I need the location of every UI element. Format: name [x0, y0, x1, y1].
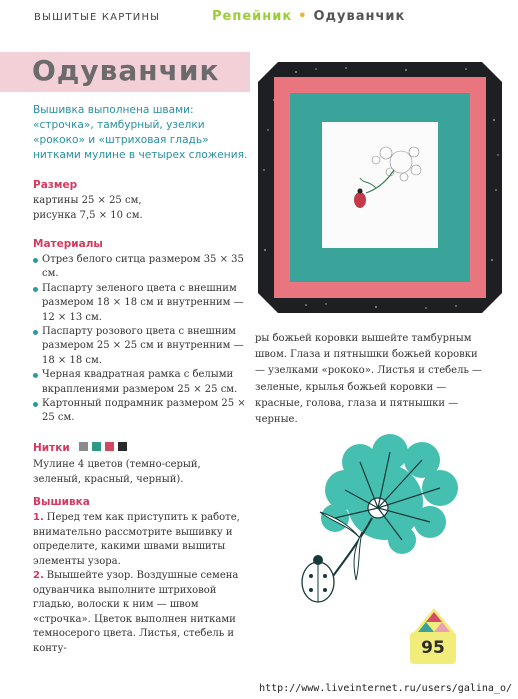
size-section — [33, 179, 253, 223]
dandelion-illustration — [290, 430, 490, 640]
step-text: Выышейте узор. Воздушные семена одуванчика выполните штриховой гладью, волоски к ним — швом «строчка». Цветок выполнен нитками темносерого цвета. Листья, стебель и конту- — [33, 570, 239, 654]
intro-text: Вышивка выполнена швами: «строчка», тамбурный, узелки «рококо» и «штриховая гладь» нитками мулине в четырех сложения. — [33, 104, 248, 161]
embroidery-section — [33, 496, 251, 656]
list-item: Картонный подрамник размером 25 × 25 см. — [33, 397, 251, 426]
step-text: Перед тем как приступить к работе, внимательно рассмотрите вышивку и определите, какими швами вышиты элементы узора. — [33, 512, 240, 567]
list-item: Отрез белого ситца размером 35 × 35 см. — [33, 253, 251, 282]
step-number: 1. — [33, 512, 44, 523]
threads-heading: Нитки — [33, 442, 70, 454]
list-item: Черная квадратная рамка с белыми вкраплениями размером 25 × 25 см. — [33, 368, 251, 397]
continued-text: ры божьей коровки вышейте тамбурным швом. Глаза и пятнышки божьей коровки — узелками «рококо». Листья и стебель — зеленые, крылья божьей коровки — красные, голова, глаза и пятнышки — черные. — [255, 333, 483, 426]
page-number: 95 — [410, 632, 456, 664]
materials-list — [33, 253, 251, 426]
footer-url[interactable]: http://www.liveinternet.ru/users/galina_o/ — [259, 683, 512, 694]
size-line-2: рисунка 7,5 × 10 см. — [33, 209, 143, 221]
color-swatch — [105, 442, 114, 451]
materials-section — [33, 238, 251, 426]
step-1 — [33, 511, 251, 569]
breadcrumb-item-burdock[interactable]: Репейник — [212, 9, 293, 24]
list-item: Паспарту розового цвета с внешним размером 25 × 25 см и внутренним — 18 × 18 см. — [33, 325, 251, 368]
framed-embroidery-image — [256, 60, 504, 315]
breadcrumb-item-dandelion[interactable]: Одуванчик — [313, 9, 406, 24]
threads-heading-row — [33, 436, 251, 455]
list-item: Паспарту зеленого цвета с внешним размером 18 × 18 см и внутренним — 12 × 13 см. — [33, 282, 251, 325]
color-swatch — [79, 442, 88, 451]
embroidery-heading: Вышивка — [33, 496, 90, 508]
materials-heading: Материалы — [33, 238, 103, 250]
color-swatch — [92, 442, 101, 451]
step-number: 2. — [33, 570, 44, 581]
breadcrumb — [212, 9, 405, 24]
threads-text: Мулине 4 цветов (темно-серый, зеленый, красный, черный). — [33, 459, 201, 485]
triangle-ornament-icon — [412, 606, 456, 634]
step-2 — [33, 569, 251, 656]
size-heading: Размер — [33, 179, 78, 191]
page-title: Одуванчик — [32, 54, 220, 87]
color-swatch — [118, 442, 127, 451]
size-line-1: картины 25 × 25 см, — [33, 195, 142, 206]
section-title: ВЫШИТЫЕ КАРТИНЫ — [34, 12, 161, 23]
breadcrumb-separator: • — [298, 9, 308, 24]
threads-section — [33, 436, 251, 487]
